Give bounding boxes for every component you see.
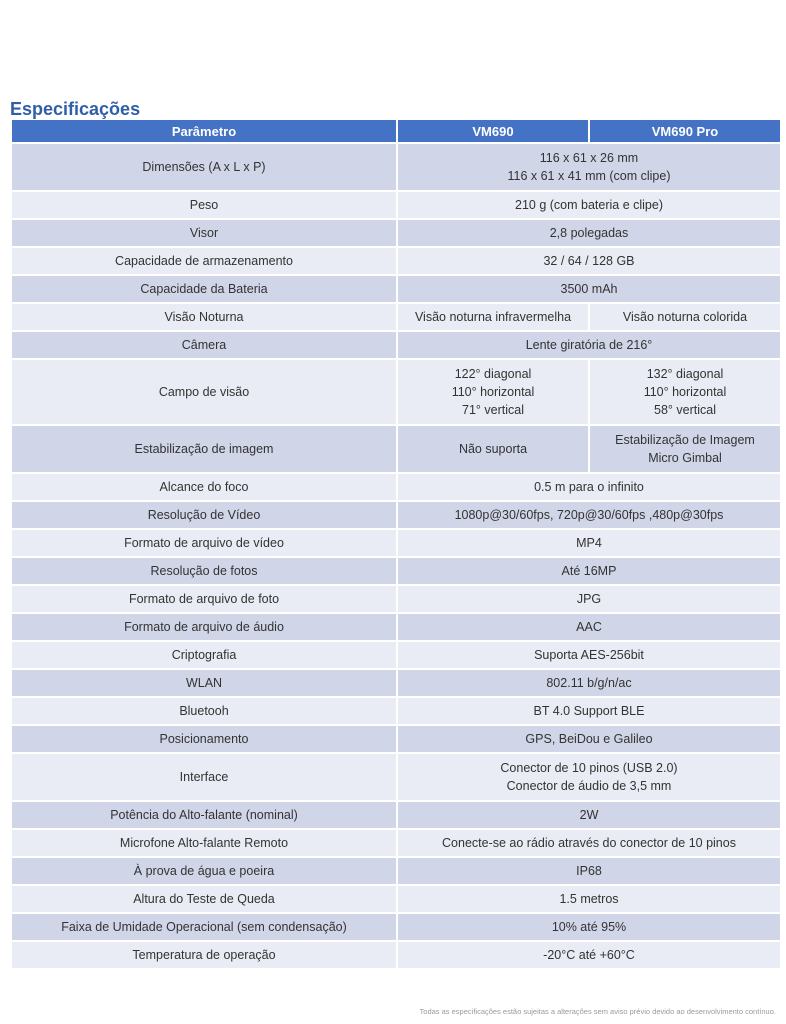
- parameter-cell: Bluetooh: [12, 698, 396, 724]
- shared-value-cell: [398, 474, 780, 500]
- shared-value-cell: [398, 886, 780, 912]
- shared-value-cell: [398, 144, 780, 190]
- table-row: [12, 426, 780, 472]
- footnote: Todas as especificações estão sujeitas a alterações sem aviso prévio devido ao desenvolvimento contínuo.: [419, 1007, 776, 1016]
- value-line: Visão noturna infravermelha: [414, 310, 572, 324]
- table-row: [12, 530, 780, 556]
- parameter-cell: Formato de arquivo de áudio: [12, 614, 396, 640]
- column-header-vm690-pro: VM690 Pro: [590, 120, 780, 142]
- table-row: [12, 698, 780, 724]
- column-header-parameter: Parâmetro: [12, 120, 396, 142]
- table-row: [12, 942, 780, 968]
- vm690-pro-value-cell: [590, 304, 780, 330]
- table-row: [12, 360, 780, 424]
- parameter-cell: Dimensões (A x L x P): [12, 144, 396, 190]
- parameter-cell: Microfone Alto-falante Remoto: [12, 830, 396, 856]
- parameter-cell: Visor: [12, 220, 396, 246]
- table-row: [12, 248, 780, 274]
- table-header-row: [12, 120, 780, 142]
- value-line: 3500 mAh: [560, 282, 618, 296]
- table-row: [12, 192, 780, 218]
- parameter-cell: Potência do Alto-falante (nominal): [12, 802, 396, 828]
- value-line: MP4: [576, 536, 602, 550]
- table-row: [12, 914, 780, 940]
- value-line: JPG: [576, 592, 602, 606]
- value-line: Suporta AES-256bit: [534, 648, 644, 662]
- shared-value-cell: [398, 614, 780, 640]
- table-body: [12, 144, 780, 968]
- parameter-cell: Criptografia: [12, 642, 396, 668]
- table-row: [12, 586, 780, 612]
- value-line: 132° diagonal: [646, 367, 724, 381]
- parameter-cell: Campo de visão: [12, 360, 396, 424]
- table-row: [12, 858, 780, 884]
- shared-value-cell: [398, 586, 780, 612]
- parameter-cell: Posicionamento: [12, 726, 396, 752]
- parameter-cell: Formato de arquivo de vídeo: [12, 530, 396, 556]
- value-line: 116 x 61 x 41 mm (com clipe): [507, 169, 671, 183]
- value-line: 210 g (com bateria e clipe): [515, 198, 663, 212]
- value-line: 32 / 64 / 128 GB: [543, 254, 635, 268]
- value-line: AAC: [576, 620, 602, 634]
- parameter-cell: Câmera: [12, 332, 396, 358]
- table-row: [12, 276, 780, 302]
- value-line: 802.11 b/g/n/ac: [546, 676, 632, 690]
- shared-value-cell: [398, 192, 780, 218]
- value-line: Conector de áudio de 3,5 mm: [506, 779, 672, 793]
- value-line: 1080p@30/60fps, 720p@30/60fps ,480p@30fps: [454, 508, 724, 522]
- parameter-cell: Capacidade de armazenamento: [12, 248, 396, 274]
- parameter-cell: Capacidade da Bateria: [12, 276, 396, 302]
- specifications-table: [10, 118, 782, 970]
- parameter-cell: Resolução de fotos: [12, 558, 396, 584]
- shared-value-cell: [398, 670, 780, 696]
- parameter-cell: À prova de água e poeira: [12, 858, 396, 884]
- shared-value-cell: [398, 726, 780, 752]
- value-line: 110° horizontal: [643, 385, 727, 399]
- table-row: [12, 614, 780, 640]
- value-line: 71° vertical: [462, 403, 524, 417]
- parameter-cell: Peso: [12, 192, 396, 218]
- value-line: Lente giratória de 216°: [525, 338, 653, 352]
- parameter-cell: Resolução de Vídeo: [12, 502, 396, 528]
- shared-value-cell: [398, 276, 780, 302]
- shared-value-cell: [398, 332, 780, 358]
- shared-value-cell: [398, 698, 780, 724]
- table-row: [12, 754, 780, 800]
- parameter-cell: Interface: [12, 754, 396, 800]
- parameter-cell: Altura do Teste de Queda: [12, 886, 396, 912]
- value-line: Conector de 10 pinos (USB 2.0): [500, 761, 678, 775]
- table-row: [12, 304, 780, 330]
- table-row: [12, 474, 780, 500]
- value-line: 116 x 61 x 26 mm: [539, 151, 639, 165]
- vm690-pro-value-cell: [590, 360, 780, 424]
- shared-value-cell: [398, 502, 780, 528]
- parameter-cell: Visão Noturna: [12, 304, 396, 330]
- parameter-cell: Temperatura de operação: [12, 942, 396, 968]
- value-line: BT 4.0 Support BLE: [533, 704, 645, 718]
- table-row: [12, 332, 780, 358]
- shared-value-cell: [398, 914, 780, 940]
- table-row: [12, 642, 780, 668]
- vm690-pro-value-cell: [590, 426, 780, 472]
- value-line: Até 16MP: [561, 564, 617, 578]
- table-row: [12, 830, 780, 856]
- table-row: [12, 670, 780, 696]
- parameter-cell: Estabilização de imagem: [12, 426, 396, 472]
- shared-value-cell: [398, 858, 780, 884]
- value-line: Não suporta: [458, 442, 528, 456]
- table-row: [12, 726, 780, 752]
- table-row: [12, 558, 780, 584]
- value-line: 2,8 polegadas: [549, 226, 629, 240]
- shared-value-cell: [398, 220, 780, 246]
- value-line: GPS, BeiDou e Galileo: [525, 732, 653, 746]
- shared-value-cell: [398, 248, 780, 274]
- value-line: Micro Gimbal: [648, 451, 722, 465]
- value-line: 10% até 95%: [551, 920, 627, 934]
- table-row: [12, 220, 780, 246]
- value-line: Estabilização de Imagem: [615, 433, 755, 447]
- value-line: 2W: [579, 808, 599, 822]
- value-line: Visão noturna colorida: [622, 310, 748, 324]
- shared-value-cell: [398, 802, 780, 828]
- vm690-value-cell: [398, 360, 588, 424]
- vm690-value-cell: [398, 426, 588, 472]
- value-line: -20°C até +60°C: [543, 948, 635, 962]
- parameter-cell: Alcance do foco: [12, 474, 396, 500]
- parameter-cell: WLAN: [12, 670, 396, 696]
- value-line: IP68: [576, 864, 602, 878]
- table-row: [12, 144, 780, 190]
- parameter-cell: Formato de arquivo de foto: [12, 586, 396, 612]
- shared-value-cell: [398, 558, 780, 584]
- value-line: 58° vertical: [654, 403, 716, 417]
- value-line: 110° horizontal: [451, 385, 535, 399]
- column-header-vm690: VM690: [398, 120, 588, 142]
- table-row: [12, 886, 780, 912]
- shared-value-cell: [398, 942, 780, 968]
- shared-value-cell: [398, 642, 780, 668]
- value-line: 122° diagonal: [454, 367, 532, 381]
- value-line: 1.5 metros: [559, 892, 619, 906]
- vm690-value-cell: [398, 304, 588, 330]
- parameter-cell: Faixa de Umidade Operacional (sem condensação): [12, 914, 396, 940]
- shared-value-cell: [398, 754, 780, 800]
- table-row: [12, 502, 780, 528]
- value-line: Conecte-se ao rádio através do conector de 10 pinos: [442, 836, 736, 850]
- value-line: 0.5 m para o infinito: [534, 480, 644, 494]
- table-row: [12, 802, 780, 828]
- page-title: Especificações: [10, 99, 141, 119]
- shared-value-cell: [398, 830, 780, 856]
- shared-value-cell: [398, 530, 780, 556]
